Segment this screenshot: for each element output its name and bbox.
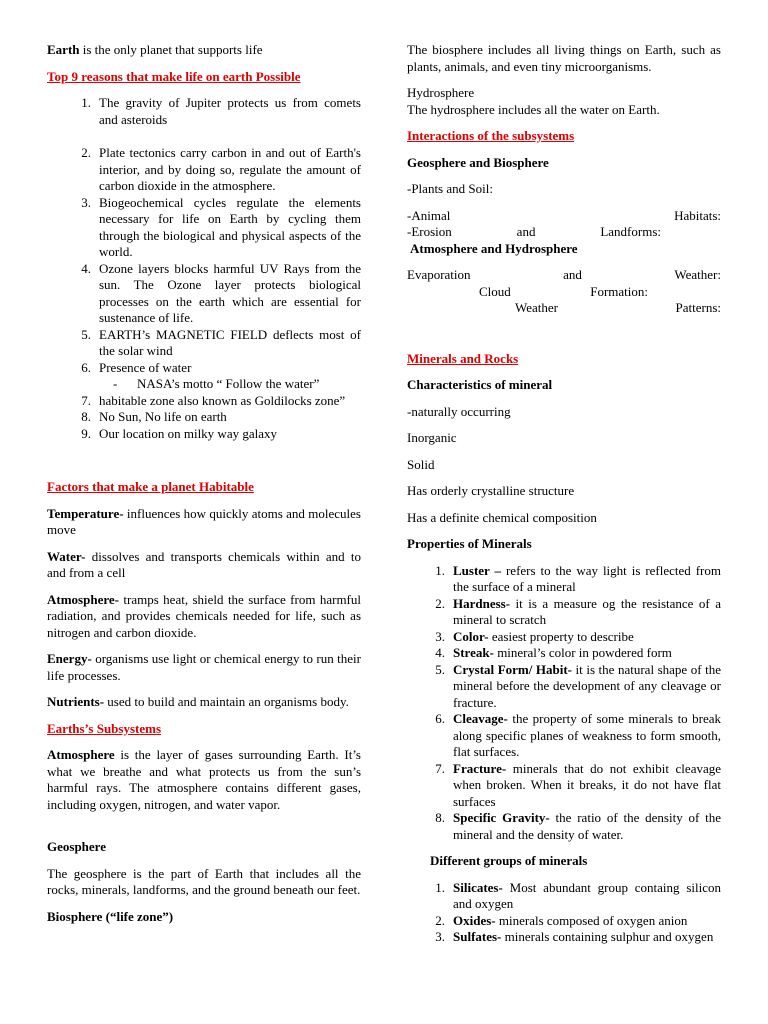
- biosphere-paragraph: The biosphere includes all living things on Earth, such as plants, animals, and even tiny microorganisms.: [407, 42, 721, 74]
- atm-hydro-lines: [407, 267, 721, 317]
- list-item: 2. Hardness- it is a measure og the resistance of a mineral to scratch: [435, 595, 721, 627]
- interactions-heading: Interactions of the subsystems: [407, 128, 575, 143]
- list-item: 3. Biogeochemical cycles regulate the elements necessary for life on Earth by cycling them through the biological and physical aspects of the world.: [81, 194, 361, 259]
- factor-temperature: Temperature- influences how quickly atoms and molecules move: [47, 505, 361, 537]
- atmosphere-paragraph: Atmosphere is the layer of gases surrounding Earth. It’s what we breathe and what protects us from the sun’s harmful rays. The atmosphere contains different gases, including oxygen, nitrogen, and water vapor.: [47, 747, 361, 812]
- geosphere-paragraph: The geosphere is the part of Earth that includes all the rocks, minerals, landforms, and the ground beneath our feet.: [47, 865, 361, 897]
- characteristic-item: Solid: [407, 456, 435, 472]
- subsystems-heading: Earths’s Subsystems: [47, 720, 162, 736]
- reasons-list: [47, 95, 361, 442]
- right-column: [407, 42, 721, 946]
- characteristic-item: Inorganic: [407, 430, 457, 445]
- factor-nutrients: Nutrients- used to build and maintain an organisms body.: [47, 694, 349, 709]
- geo-bio-heading: Geosphere and Biosphere: [407, 154, 549, 170]
- list-item: 6. Presence of water: [81, 359, 192, 375]
- list-item: 6. Cleavage- the property of some minerals to break along specific planes of weakness to form smooth, flat surfaces.: [435, 711, 721, 759]
- list-item: 5. Crystal Form/ Habit- it is the natural shape of the mineral before the development of any cleavage or fracture.: [435, 661, 721, 710]
- weather-line: Weather Patterns:: [515, 300, 721, 315]
- characteristics-heading: Characteristics of mineral: [407, 377, 553, 392]
- list-item: 4. Streak- mineral’s color in powdered form: [435, 645, 672, 660]
- list-item: 3. Color- easiest property to describe: [435, 628, 634, 644]
- characteristic-item: Has a definite chemical composition: [407, 509, 597, 525]
- groups-list: [407, 880, 721, 946]
- list-item: 9. Our location on milky way galaxy: [81, 425, 277, 441]
- list-item: 7. habitable zone also known as Goldilocks zone”: [81, 392, 346, 408]
- factor-atmosphere: Atmosphere- tramps heat, shield the surface from harmful radiation, and provides chemicals needed for life, such as nitrogen and carbon dioxide.: [47, 591, 361, 640]
- list-item: 5. EARTH’s MAGNETIC FIELD deflects most of the solar wind: [81, 326, 361, 358]
- list-item: 7. Fracture- minerals that do not exhibit cleavage when broken. When it breaks, it do not have flat surfaces: [435, 760, 721, 809]
- list-item: 1. Luster – refers to the way light is reflected from the surface of a mineral: [435, 562, 721, 594]
- minerals-heading: Minerals and Rocks: [407, 350, 519, 366]
- factor-energy: Energy- organisms use light or chemical energy to run their life processes.: [47, 651, 361, 683]
- biosphere-heading: Biosphere (“life zone”): [47, 908, 174, 924]
- reasons-heading: Top 9 reasons that make life on earth Possible: [47, 68, 301, 84]
- left-column: [47, 42, 361, 935]
- list-item: 4. Ozone layers blocks harmful UV Rays from the sun. The Ozone layer protects biological processes on the earth which are essential for sustenance of life.: [81, 260, 361, 325]
- plants-soil: -Plants and Soil:: [407, 181, 493, 196]
- habitable-heading: Factors that make a planet Habitable: [47, 479, 254, 494]
- list-item: 1. Silicates- Most abundant group containg silicon and oxygen: [435, 879, 721, 911]
- animal-line: -Animal Habitats:: [407, 207, 721, 223]
- list-item: 2. Oxides- minerals composed of oxygen anion: [435, 912, 688, 928]
- evaporation-line: Evaporation and Weather:: [407, 267, 721, 282]
- properties-list: [407, 563, 721, 844]
- geosphere-heading: Geosphere: [47, 839, 106, 854]
- list-item: 3. Sulfates- minerals containing sulphur and oxygen: [435, 929, 714, 944]
- list-item: 1. The gravity of Jupiter protects us from comets and asteroids: [81, 95, 361, 127]
- list-item: 8. Specific Gravity- the ratio of the density of the mineral and the density of water.: [435, 810, 721, 842]
- erosion-line: -Erosion and Landforms:: [407, 224, 661, 239]
- list-item: 2. Plate tectonics carry carbon in and out of Earth's interior, and by doing so, regulate the amount of carbon dioxide in the atmosphere.: [81, 145, 361, 193]
- characteristic-item: Has orderly crystalline structure: [407, 483, 575, 498]
- intro-line: Earth is the only planet that supports life: [47, 42, 263, 57]
- list-item: 8. No Sun, No life on earth: [81, 409, 227, 424]
- atm-hydro-heading: Atmosphere and Hydrosphere: [410, 240, 578, 256]
- sub-item: - NASA’s motto “ Follow the water”: [113, 376, 320, 391]
- cloud-line: Cloud Formation:: [479, 283, 648, 299]
- geo-bio-lines: [407, 208, 721, 241]
- properties-heading: Properties of Minerals: [407, 536, 532, 551]
- groups-heading: Different groups of minerals: [430, 853, 588, 868]
- factor-water: Water- dissolves and transports chemicals within and to and from a cell: [47, 548, 361, 580]
- hydrosphere-block: Hydrosphere The hydrosphere includes all the water on Earth.: [407, 85, 660, 117]
- characteristic-item: -naturally occurring: [407, 403, 511, 419]
